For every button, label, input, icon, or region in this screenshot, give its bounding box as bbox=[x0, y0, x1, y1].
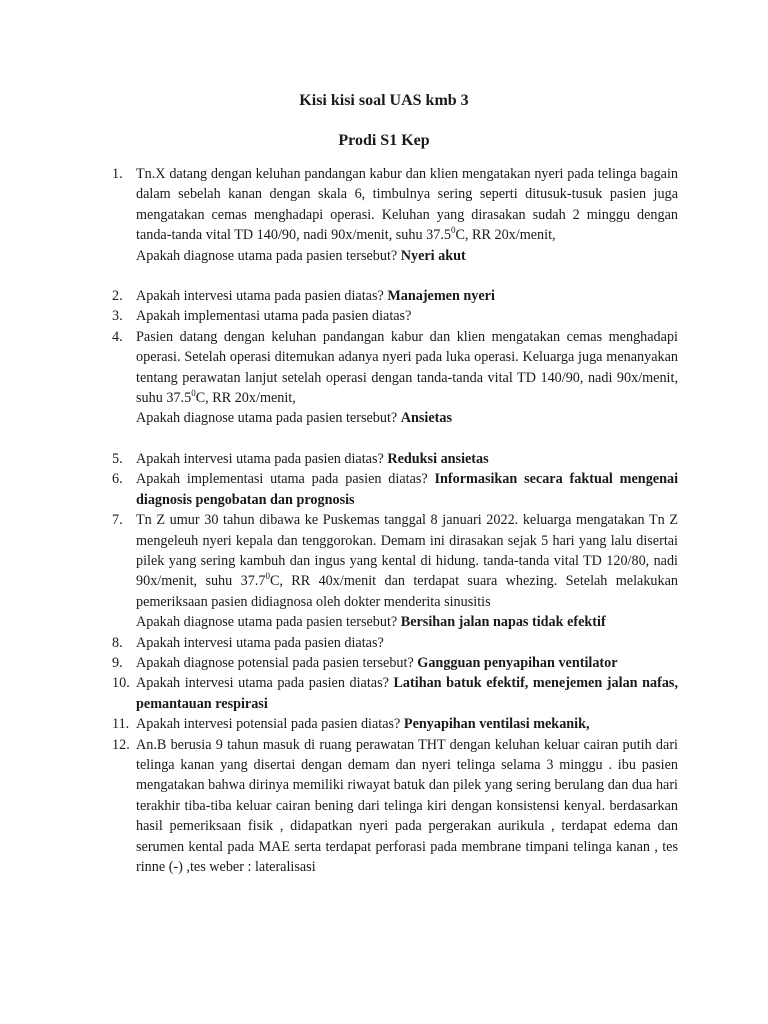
question-prompt: Apakah diagnose utama pada pasien tersebut? Nyeri akut bbox=[136, 247, 466, 264]
question-number: 11. bbox=[112, 716, 130, 733]
document-subtitle: Prodi S1 Kep bbox=[338, 132, 430, 149]
question-list bbox=[112, 164, 678, 877]
question-item-9 bbox=[112, 653, 678, 673]
question-prompt: Apakah diagnose utama pada pasien tersebut? Bersihan jalan napas tidak efektif bbox=[136, 614, 606, 631]
answer-text: Penyapihan ventilasi mekanik, bbox=[403, 716, 590, 733]
question-item-1 bbox=[112, 164, 678, 266]
question-number: 8. bbox=[112, 634, 123, 651]
question-number: 6. bbox=[112, 471, 123, 488]
question-prompt: Apakah implementasi utama pada pasien diatas? Informasikan secara faktual mengenai diagnosis pengobatan dan prognosis bbox=[136, 471, 679, 508]
question-number: 10. bbox=[112, 675, 130, 692]
question-item-10 bbox=[112, 673, 678, 714]
question-number: 3. bbox=[112, 308, 123, 325]
question-stem: Tn Z umur 30 tahun dibawa ke Puskemas tanggal 8 januari 2022. keluarga mengatakan Tn Z mengeleuh nyeri kepala dan tenggorokan. Demam ini dirasakan sejak 5 hari yang lalu disertai pilek yang sering kambuh dan ingus yang kental di hidung. tanda-tanda vital TD 120/80, nadi 90x/menit, suhu 37.7$^0$C, RR 40x/menit dan terdapat suara whezing. Setelah melakukan pemeriksaan pasien didiagnosa oleh dokter menderita sinusitis bbox=[136, 512, 678, 610]
question-number: 2. bbox=[112, 288, 123, 305]
answer-text: Manajemen nyeri bbox=[387, 288, 495, 305]
answer-text: Gangguan penyapihan ventilator bbox=[417, 654, 618, 671]
answer-text: Nyeri akut bbox=[400, 247, 466, 264]
question-prompt: Apakah intervesi potensial pada pasien diatas? Penyapihan ventilasi mekanik, bbox=[136, 716, 590, 733]
document-title: Kisi kisi soal UAS kmb 3 bbox=[299, 92, 469, 109]
question-item-3 bbox=[112, 306, 678, 326]
question-item-11 bbox=[112, 714, 678, 734]
question-number: 1. bbox=[112, 166, 123, 182]
answer-text: Informasikan secara faktual mengenai diagnosis pengobatan dan prognosis bbox=[136, 471, 679, 508]
question-prompt: Apakah intervesi utama pada pasien diatas? Reduksi ansietas bbox=[136, 450, 489, 467]
question-stem: Pasien datang dengan keluhan pandangan kabur dan klien mengatakan cemas menghadapi operasi. Setelah operasi ditemukan adanya nyeri pada luka operasi. Keluarga juga menanyakan tentang perawatan lanjut setelah operasi dengan tanda-tanda vital TD 140/90, nadi 90x/menit, suhu 37.5$^0$C, RR 20x/menit, bbox=[136, 328, 678, 407]
question-item-4 bbox=[112, 327, 678, 429]
answer-text: Latihan batuk efektif, menejemen jalan nafas, pemantauan respirasi bbox=[136, 675, 678, 712]
answer-text: Reduksi ansietas bbox=[387, 450, 489, 467]
question-item-12 bbox=[112, 735, 678, 878]
question-number: 5. bbox=[112, 450, 123, 467]
question-item-6 bbox=[112, 469, 678, 510]
question-prompt: Apakah intervesi utama pada pasien diatas? Latihan batuk efektif, menejemen jalan nafas, pemantauan respirasi bbox=[136, 675, 678, 712]
question-prompt: Apakah diagnose potensial pada pasien tersebut? Gangguan penyapihan ventilator bbox=[136, 654, 618, 671]
answer-text: Bersihan jalan napas tidak efektif bbox=[400, 614, 606, 631]
question-prompt: Apakah implementasi utama pada pasien diatas? bbox=[136, 308, 412, 325]
question-number: 4. bbox=[112, 328, 123, 345]
question-prompt: Apakah intervesi utama pada pasien diatas? bbox=[136, 634, 384, 651]
question-item-8 bbox=[112, 633, 678, 653]
question-number: 9. bbox=[112, 654, 123, 671]
question-prompt: Apakah intervesi utama pada pasien diatas? Manajemen nyeri bbox=[136, 288, 495, 305]
question-stem: Tn.X datang dengan keluhan pandangan kabur dan klien mengatakan nyeri pada telinga bagain dalam sebelah kanan dengan skala 6, timbulnya sering seperti ditusuk-tusuk pasien juga mengatakan cemas menghadapi operasi. Keluhan yang dirasakan sudah 2 minggu dengan tanda-tanda vital TD 140/90, nadi 90x/menit, suhu 37.5$^0$C, RR 20x/menit, bbox=[136, 166, 678, 244]
question-number: 7. bbox=[112, 512, 123, 529]
question-item-5 bbox=[112, 449, 678, 469]
question-item-2 bbox=[112, 286, 678, 306]
question-prompt: Apakah diagnose utama pada pasien tersebut? Ansietas bbox=[136, 410, 452, 427]
answer-text: Ansietas bbox=[400, 410, 452, 427]
question-item-7 bbox=[112, 510, 678, 632]
question-stem: An.B berusia 9 tahun masuk di ruang perawatan THT dengan keluhan keluar cairan putih dari telinga kanan yang disertai dengan demam dan nyeri telinga selama 3 minggu . ibu pasien mengatakan bahwa dirinya memiliki riwayat batuk dan pilek yang sering berulang dan dua hari terakhir tiba-tiba keluar cairan bening dari telinga kiri dengan konsistensi kenyal. berdasarkan hasil pemeriksaan fisik , didapatkan nyeri pada pergerakan aurikula , terdapat edema dan serumen kental pada MAE serta terdapat perforasi pada membrane timpani telinga kanan , tes rinne (-) ,tes weber : lateralisasi bbox=[136, 736, 678, 875]
question-number: 12. bbox=[112, 736, 130, 753]
